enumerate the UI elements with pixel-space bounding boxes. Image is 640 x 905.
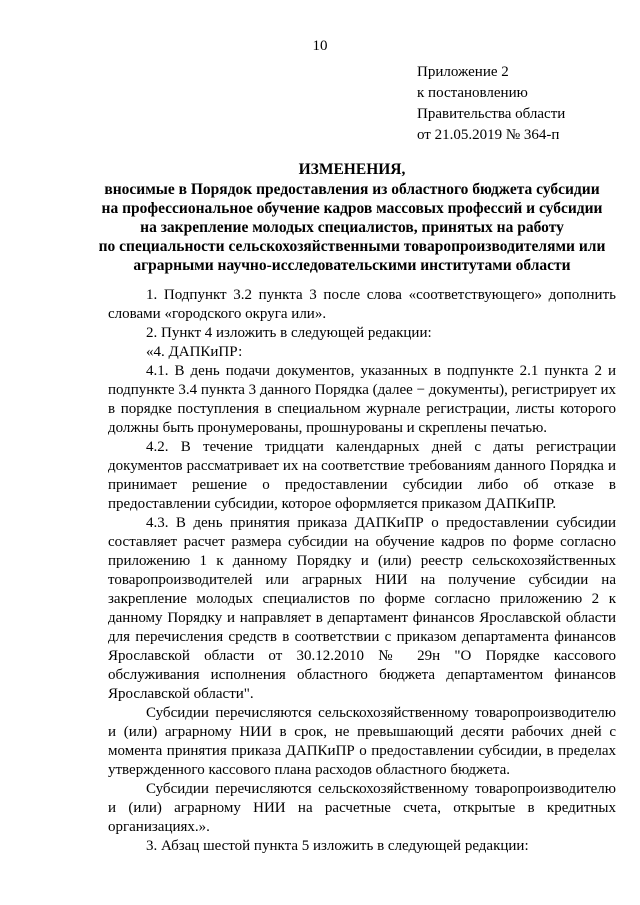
attachment-line-1: Приложение 2 — [417, 64, 509, 80]
attachment-line-2: к постановлению — [417, 85, 528, 101]
heading-line: аграрными научно-исследовательскими институтами области — [133, 257, 571, 274]
paragraph-1: 1. Подпункт 3.2 пункта 3 после слова «соответствующего» дополнить словами «городского округа или». — [108, 287, 616, 322]
attachment-line-3: Правительства области — [417, 106, 566, 122]
heading-line: вносимые в Порядок предоставления из областного бюджета субсидии — [104, 181, 600, 198]
heading-line: на закрепление молодых специалистов, принятых на работу — [140, 219, 564, 236]
heading-line: по специальности сельскохозяйственными товаропроизводителями или — [98, 238, 606, 255]
paragraph-subsidy-accounts: Субсидии перечисляются сельскохозяйственному товаропроизводителю и (или) аграрному НИИ на расчетные счета, открытые в кредитных организациях.». — [108, 781, 616, 835]
paragraph-3: «4. ДАПКиПР: — [146, 344, 243, 360]
document-heading — [80, 160, 624, 275]
paragraph-4-2: 4.2. В течение тридцати календарных дней с даты регистрации документов рассматривает их на соответствие требованиям данного Порядка и принимает решение о предоставлении субсидии либо об отказе в предоставлении субсидии, которое оформляется приказом ДАПКиПР. — [108, 439, 616, 512]
paragraph-2: 2. Пункт 4 изложить в следующей редакции: — [146, 325, 432, 341]
heading-title: ИЗМЕНЕНИЯ, — [298, 161, 406, 178]
attachment-block — [417, 62, 617, 146]
document-body — [108, 286, 616, 856]
paragraph-subsidy-timing: Субсидии перечисляются сельскохозяйственному товаропроизводителю и (или) аграрному НИИ в срок, не превышающий десяти рабочих дней с момента принятия приказа ДАПКиПР о предоставлении субсидии, в пределах утвержденного кассового плана расходов областного бюджета. — [108, 705, 616, 778]
paragraph-4-3: 4.3. В день принятия приказа ДАПКиПР о предоставлении субсидии составляет расчет размера субсидии на обучение кадров по форме согласно приложению 1 к данному Порядку и (или) реестр сельскохозяйственных товаропроизводителей или аграрных НИИ на получение субсидии на закрепление молодых специалистов по форме согласно приложению 2 к данному Порядку и направляет в департамент финансов Ярославской области для перечисления средств в соответствии с приказом департамента финансов Ярославской области от 30.12.2010 № 29н "О Порядке кассового обслуживания исполнения областного бюджета департаментом финансов Ярославской области". — [108, 515, 616, 702]
heading-subtitle — [80, 180, 624, 275]
heading-line: на профессиональное обучение кадров массовых профессий и субсидии — [101, 200, 603, 217]
paragraph-4-1: 4.1. В день подачи документов, указанных в подпункте 2.1 пункта 2 и подпункте 3.4 пункта 3 данного Порядка (далее − документы), регистрирует их в порядке поступления в специальном журнале регистрации, листы которого должны быть пронумерованы, прошнурованы и скреплены печатью. — [108, 363, 616, 436]
page-number: 10 — [312, 38, 328, 54]
paragraph-3-item: 3. Абзац шестой пункта 5 изложить в следующей редакции: — [146, 838, 529, 854]
attachment-line-4: от 21.05.2019 № 364-п — [417, 127, 560, 143]
